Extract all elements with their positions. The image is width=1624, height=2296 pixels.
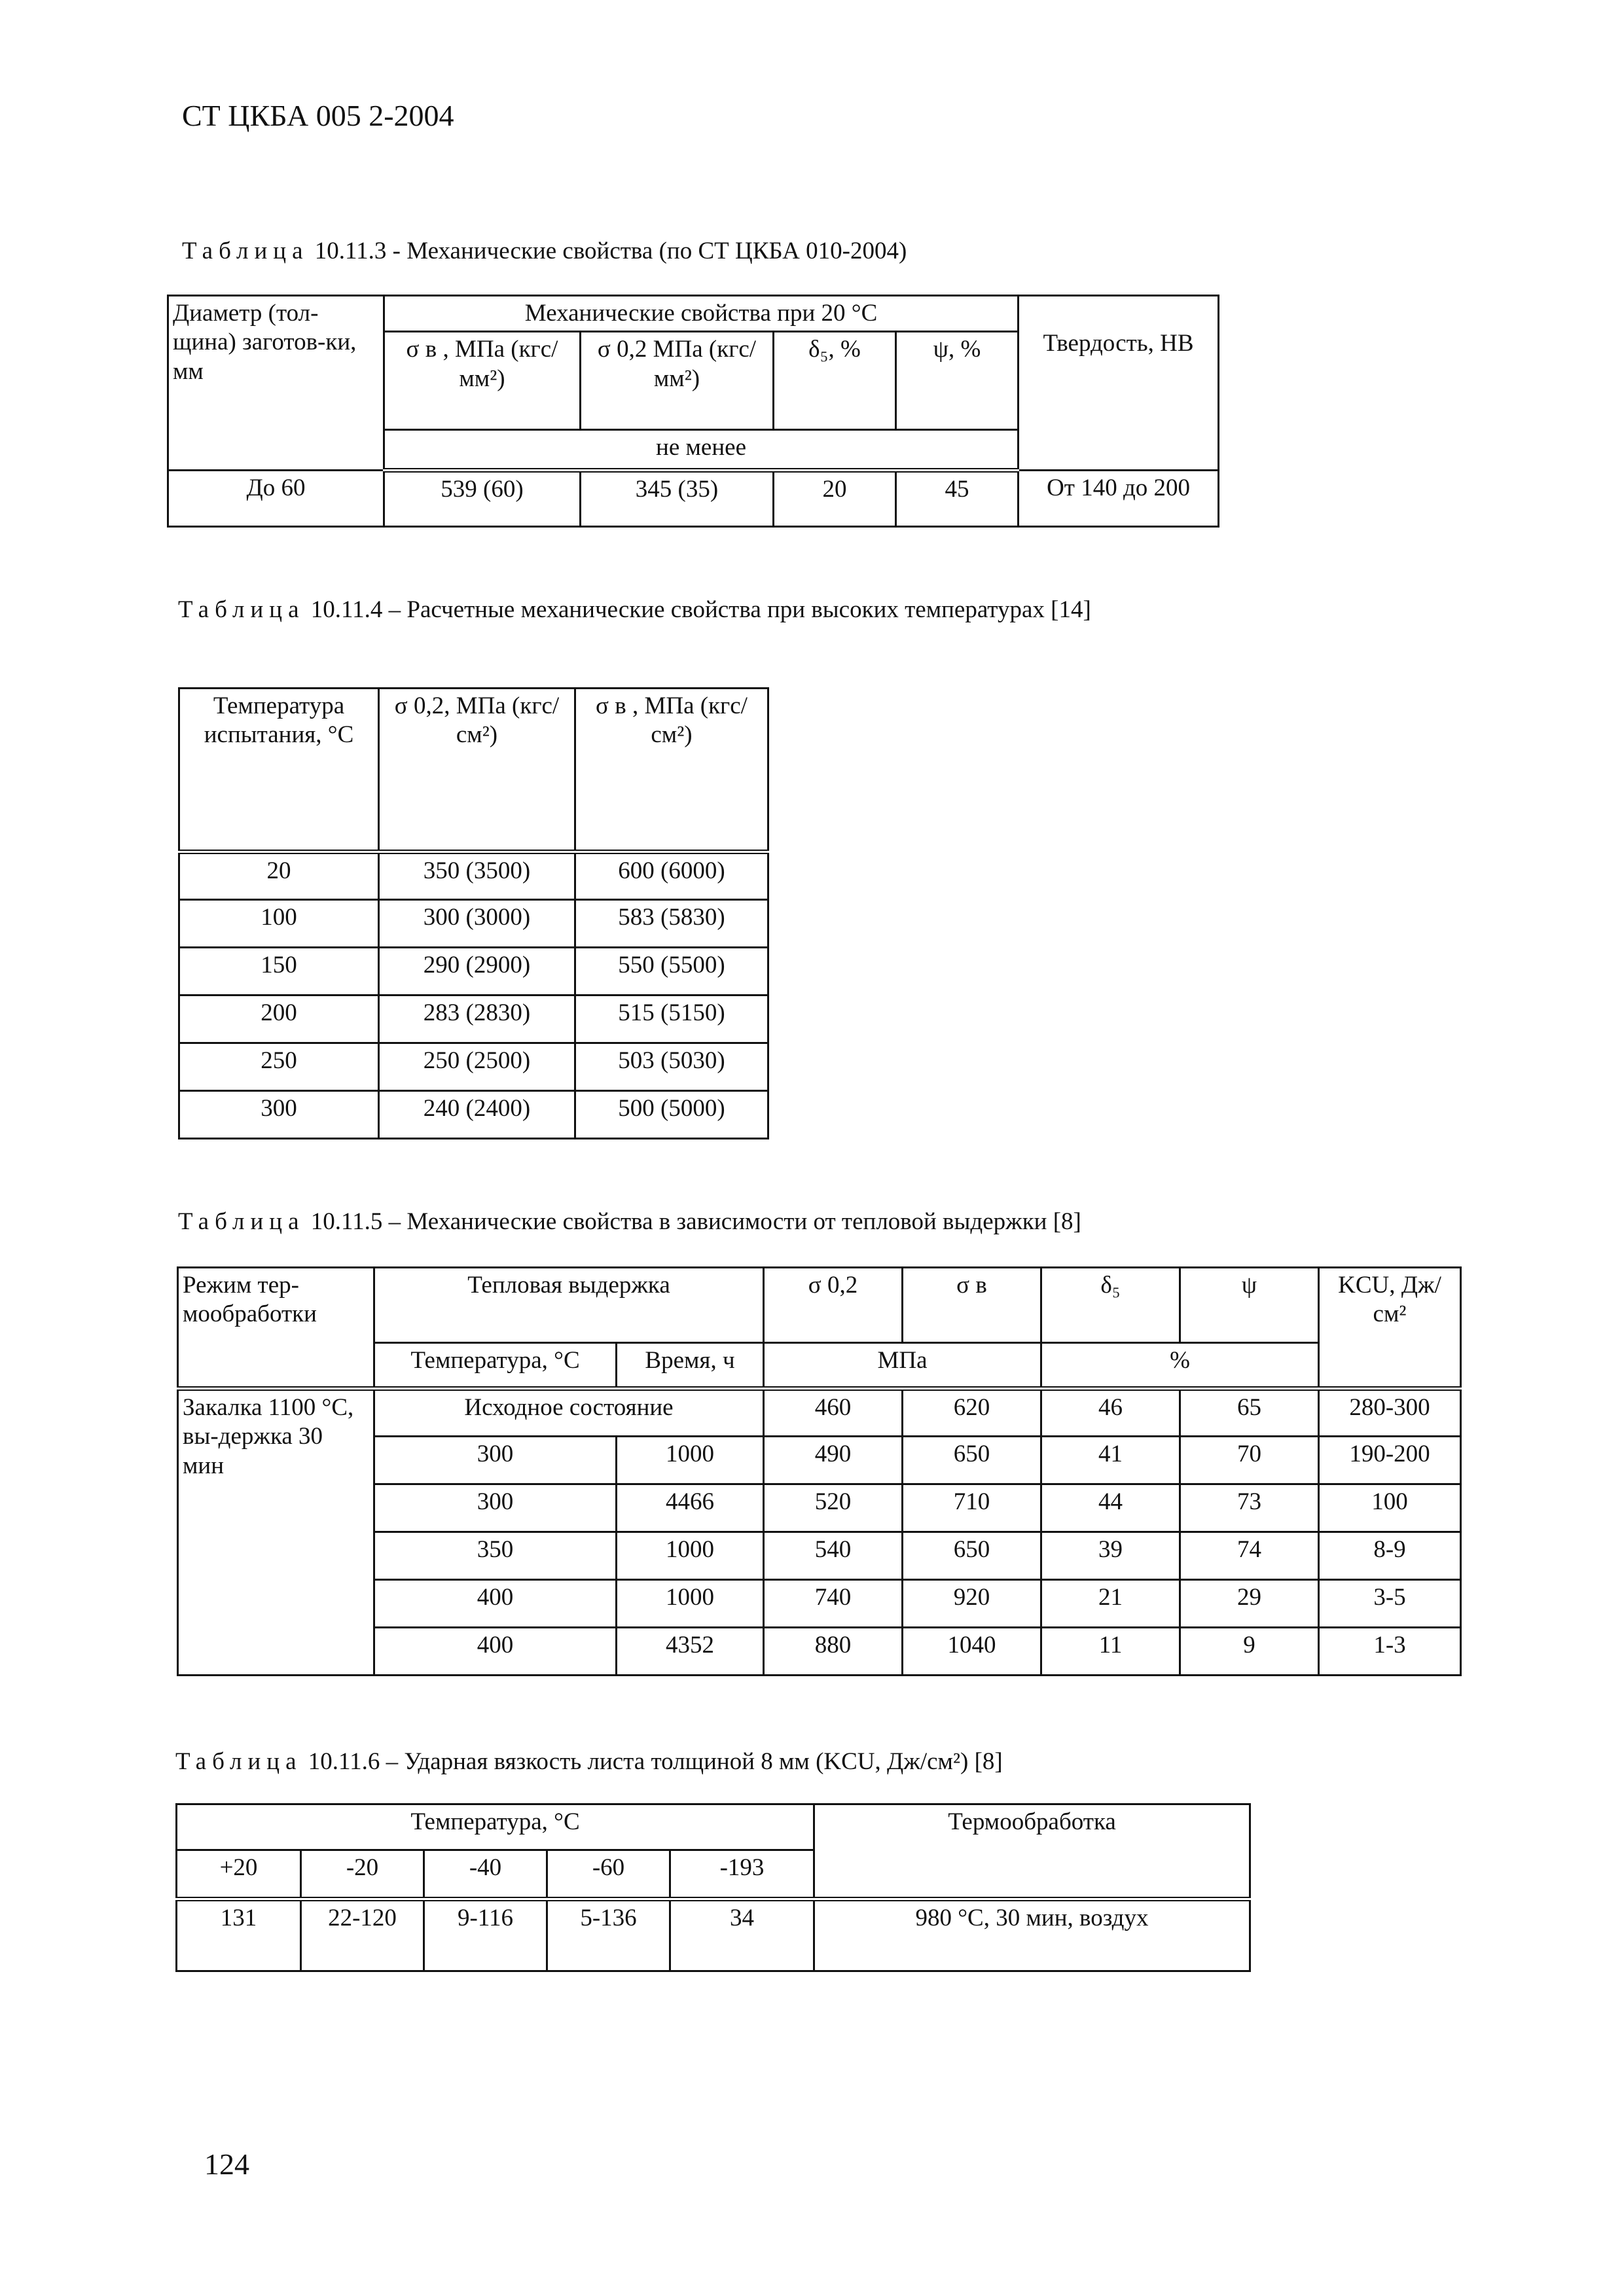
- header-temperature: Температура, °С: [374, 1343, 617, 1389]
- cell: 290 (2900): [379, 948, 575, 996]
- cell: 131: [177, 1899, 301, 1971]
- cell: 240 (2400): [379, 1091, 575, 1139]
- cell: 9-116: [424, 1899, 547, 1971]
- header-kcu: KCU, Дж/см²: [1319, 1268, 1461, 1389]
- table-row: [177, 1899, 1250, 1971]
- cell: 550 (5500): [575, 948, 768, 996]
- table-high-temperature: [178, 687, 769, 1139]
- header-percent: %: [1041, 1343, 1319, 1389]
- cell: 4352: [617, 1628, 764, 1676]
- header-delta5: δ₅, %: [774, 332, 896, 430]
- cell: 583 (5830): [575, 900, 768, 948]
- table-mechanical-properties: [167, 295, 1219, 528]
- header-mode: Режим тер-мообработки: [178, 1268, 374, 1389]
- cell: 29: [1180, 1580, 1319, 1628]
- header-sigma-b: σ в , МПа (кгс/мм²): [384, 332, 581, 430]
- table-caption: [178, 1208, 1081, 1236]
- table-caption: [178, 596, 1091, 624]
- table-row: [179, 948, 768, 996]
- cell: От 140 до 200: [1019, 471, 1219, 527]
- cell: 980 °С, 30 мин, воздух: [814, 1899, 1250, 1971]
- caption-text: 10.11.3 - Механические свойства (по СТ ЦКБА 010-2004): [308, 238, 907, 264]
- cell: 250: [179, 1043, 379, 1091]
- cell: 539 (60): [384, 471, 581, 527]
- cell: 20: [179, 852, 379, 900]
- cell: 73: [1180, 1484, 1319, 1532]
- page-number: 124: [204, 2147, 249, 2181]
- cell: 710: [903, 1484, 1041, 1532]
- cell: 400: [374, 1580, 617, 1628]
- cell: 600 (6000): [575, 852, 768, 900]
- cell: 620: [903, 1389, 1041, 1437]
- cell: 300: [374, 1484, 617, 1532]
- cell: 880: [764, 1628, 903, 1676]
- header-hold: Тепловая выдержка: [374, 1268, 764, 1343]
- caption-prefix: Таблица: [178, 1208, 305, 1235]
- header-not-less: не менее: [384, 430, 1019, 471]
- cell: 39: [1041, 1532, 1180, 1580]
- header-sigma-02: σ 0,2, МПа (кгс/см²): [379, 689, 575, 852]
- cell: 200: [179, 996, 379, 1043]
- header-psi: ψ: [1180, 1268, 1319, 1343]
- cell: 250 (2500): [379, 1043, 575, 1091]
- cell: 41: [1041, 1437, 1180, 1484]
- header-psi: ψ, %: [896, 332, 1019, 430]
- cell: 540: [764, 1532, 903, 1580]
- table-row: [168, 471, 1219, 527]
- cell: 345 (35): [581, 471, 774, 527]
- cell: 300 (3000): [379, 900, 575, 948]
- cell: 400: [374, 1628, 617, 1676]
- header-temperature: Температура, °С: [177, 1804, 814, 1850]
- table-thermal-exposure: [177, 1266, 1462, 1676]
- cell: 11: [1041, 1628, 1180, 1676]
- cell: 520: [764, 1484, 903, 1532]
- table-row: [178, 1389, 1461, 1437]
- temp-cell: +20: [177, 1850, 301, 1899]
- header-hardness: Твердость, НВ: [1019, 296, 1219, 471]
- mode-cell: Закалка 1100 °С, вы-держка 30 мин: [178, 1389, 374, 1676]
- cell: 3-5: [1319, 1580, 1461, 1628]
- caption-prefix: Таблица: [175, 1748, 302, 1775]
- table-row: [179, 900, 768, 948]
- cell: 460: [764, 1389, 903, 1437]
- cell: 650: [903, 1532, 1041, 1580]
- cell: 280-300: [1319, 1389, 1461, 1437]
- cell: 920: [903, 1580, 1041, 1628]
- cell: 1-3: [1319, 1628, 1461, 1676]
- header-sigma-b: σ в: [903, 1268, 1041, 1343]
- header-temperature: Температура испытания, °С: [179, 689, 379, 852]
- table-row: [179, 1043, 768, 1091]
- cell: Исходное состояние: [374, 1389, 764, 1437]
- cell: 300: [179, 1091, 379, 1139]
- table-row: [179, 852, 768, 900]
- header-sigma-b: σ в , МПа (кгс/см²): [575, 689, 768, 852]
- document-header: СТ ЦКБА 005 2-2004: [182, 99, 454, 132]
- cell: 74: [1180, 1532, 1319, 1580]
- header-treatment: Термообработка: [814, 1804, 1250, 1899]
- cell: 22-120: [301, 1899, 424, 1971]
- cell: 300: [374, 1437, 617, 1484]
- cell: 4466: [617, 1484, 764, 1532]
- cell: 100: [179, 900, 379, 948]
- cell: 740: [764, 1580, 903, 1628]
- cell: 190-200: [1319, 1437, 1461, 1484]
- cell: 350 (3500): [379, 852, 575, 900]
- cell: 20: [774, 471, 896, 527]
- table-caption: [182, 237, 907, 265]
- cell: 1000: [617, 1580, 764, 1628]
- cell: 515 (5150): [575, 996, 768, 1043]
- cell: 350: [374, 1532, 617, 1580]
- table-row: [179, 1091, 768, 1139]
- table-caption: [175, 1748, 1003, 1776]
- caption-text: 10.11.4 – Расчетные механические свойства при высоких температурах [14]: [304, 596, 1091, 623]
- temp-cell: -20: [301, 1850, 424, 1899]
- header-delta5: δ₅: [1041, 1268, 1180, 1343]
- cell: До 60: [168, 471, 384, 527]
- temp-cell: -40: [424, 1850, 547, 1899]
- cell: 45: [896, 471, 1019, 527]
- header-sigma-02: σ 0,2 МПа (кгс/мм²): [581, 332, 774, 430]
- header-time: Время, ч: [617, 1343, 764, 1389]
- cell: 8-9: [1319, 1532, 1461, 1580]
- table-impact-strength: [175, 1803, 1251, 1972]
- cell: 1040: [903, 1628, 1041, 1676]
- table-row: [179, 996, 768, 1043]
- header-mechanical: Механические свойства при 20 °С: [384, 296, 1019, 332]
- caption-prefix: Таблица: [178, 596, 305, 623]
- cell: 283 (2830): [379, 996, 575, 1043]
- cell: 5-136: [547, 1899, 670, 1971]
- cell: 650: [903, 1437, 1041, 1484]
- cell: 490: [764, 1437, 903, 1484]
- temp-cell: -193: [670, 1850, 814, 1899]
- cell: 9: [1180, 1628, 1319, 1676]
- caption-text: 10.11.5 – Механические свойства в зависимости от тепловой выдержки [8]: [304, 1208, 1081, 1235]
- cell: 503 (5030): [575, 1043, 768, 1091]
- cell: 44: [1041, 1484, 1180, 1532]
- header-diameter: Диаметр (тол-щина) заготов-ки, мм: [168, 296, 384, 471]
- caption-text: 10.11.6 – Ударная вязкость листа толщиной 8 мм (KCU, Дж/см²) [8]: [302, 1748, 1003, 1775]
- cell: 100: [1319, 1484, 1461, 1532]
- cell: 46: [1041, 1389, 1180, 1437]
- header-mpa: МПа: [764, 1343, 1041, 1389]
- cell: 34: [670, 1899, 814, 1971]
- cell: 1000: [617, 1532, 764, 1580]
- cell: 65: [1180, 1389, 1319, 1437]
- cell: 1000: [617, 1437, 764, 1484]
- cell: 70: [1180, 1437, 1319, 1484]
- cell: 21: [1041, 1580, 1180, 1628]
- header-sigma-02: σ 0,2: [764, 1268, 903, 1343]
- cell: 150: [179, 948, 379, 996]
- caption-prefix: Таблица: [182, 238, 309, 264]
- cell: 500 (5000): [575, 1091, 768, 1139]
- temp-cell: -60: [547, 1850, 670, 1899]
